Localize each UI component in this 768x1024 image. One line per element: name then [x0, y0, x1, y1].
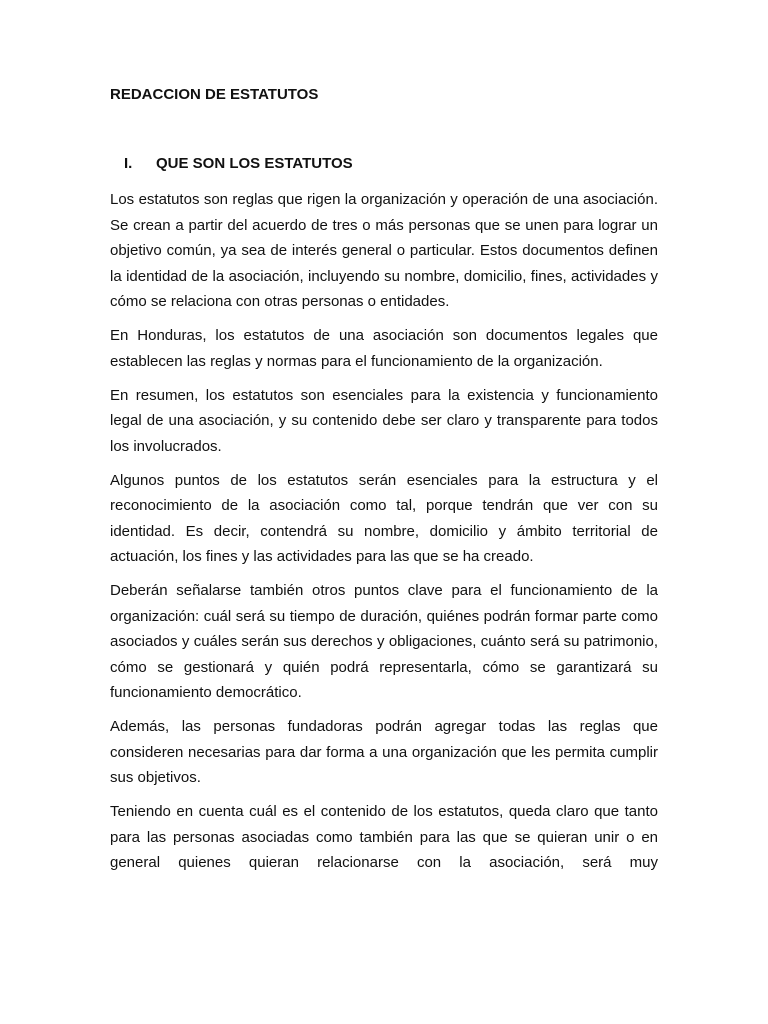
body-text	[110, 187, 658, 884]
paragraph-5: Deberán señalarse también otros puntos clave para el funcionamiento de la organización: cuál será su tiempo de duración, quiénes podrán formar parte como asociados y cuáles serán sus derechos y obligaciones, cuánto será su patrimonio, cómo se gestionará y quién podrá representarla, cómo se garantizará su funcionamiento democrático.	[110, 582, 658, 701]
document-title: REDACCION DE ESTATUTOS	[110, 86, 319, 103]
section-number: I.	[124, 155, 133, 172]
paragraph-6: Además, las personas fundadoras podrán agregar todas las reglas que consideren necesarias para dar forma a una organización que les permita cumplir sus objetivos.	[110, 718, 658, 786]
paragraph-7: Teniendo en cuenta cuál es el contenido de los estatutos, queda claro que tanto para las personas asociadas como también para las que se quieran unir o en general quienes quieran relacionarse con la asociación, será muy	[110, 803, 658, 871]
paragraph-1: Los estatutos son reglas que rigen la organización y operación de una asociación. Se crean a partir del acuerdo de tres o más personas que se unen para lograr un objetivo común, ya sea de interés general o particular. Estos documentos definen la identidad de la asociación, incluyendo su nombre, domicilio, fines, actividades y cómo se relaciona con otras personas o entidades.	[110, 191, 658, 310]
section-heading	[124, 154, 353, 174]
document-page	[110, 0, 658, 1024]
section-title: QUE SON LOS ESTATUTOS	[156, 155, 353, 172]
paragraph-2: En Honduras, los estatutos de una asociación son documentos legales que establecen las reglas y normas para el funcionamiento de la organización.	[110, 327, 658, 370]
paragraph-4: Algunos puntos de los estatutos serán esenciales para la estructura y el reconocimiento de la asociación como tal, porque tendrán que ver con su identidad. Es decir, contendrá su nombre, domicilio y ámbito territorial de actuación, los fines y las actividades para las que se ha creado.	[110, 471, 658, 565]
paragraph-3: En resumen, los estatutos son esenciales para la existencia y funcionamiento legal de una asociación, y su contenido debe ser claro y transparente para todos los involucrados.	[110, 386, 658, 455]
